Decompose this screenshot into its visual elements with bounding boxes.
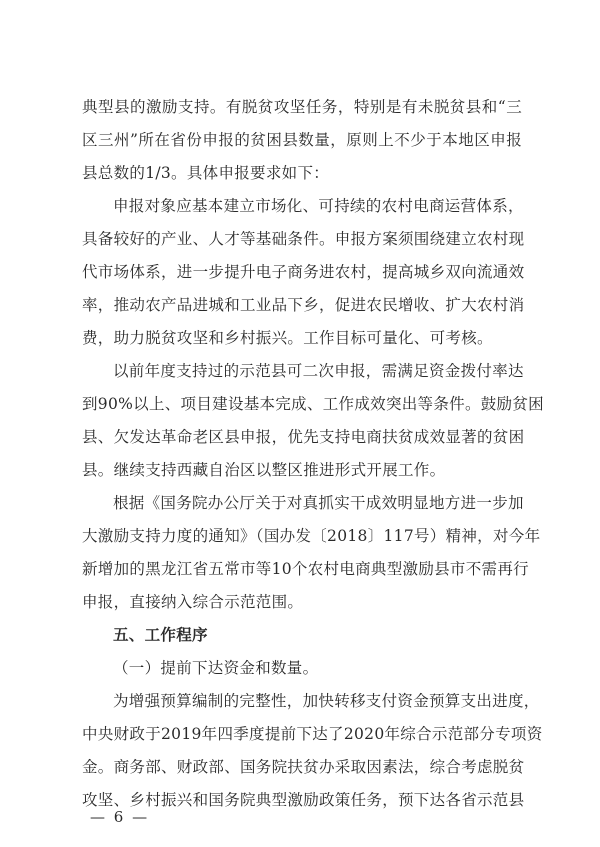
paragraph-line: 具备较好的产业、人才等基础条件。申报方案须围绕建立农村现 xyxy=(82,230,525,248)
page-number: — 6 — xyxy=(90,808,150,826)
paragraph-line: 攻坚、乡村振兴和国务院典型激励政策任务，预下达各省示范县 xyxy=(82,791,525,809)
paragraph-line: 率，推动农产品进城和工业品下乡，促进农民增收、扩大农村消 xyxy=(82,296,525,314)
paragraph-line: 中央财政于2019年四季度提前下达了2020年综合示范部分专项资 xyxy=(82,725,543,743)
paragraph-line: 以前年度支持过的示范县可二次申报，需满足资金拨付率达 xyxy=(113,362,524,380)
paragraph-line: 金。商务部、财政部、国务院扶贫办采取因素法，综合考虑脱贫 xyxy=(82,758,525,776)
paragraph-line: 大激励支持力度的通知》（国办发〔2018〕117号）精神，对今年 xyxy=(82,527,541,545)
paragraph-line: 为增强预算编制的完整性，加快转移支付资金预算支出进度， xyxy=(113,692,540,710)
section-heading: 五、工作程序 xyxy=(113,626,208,644)
paragraph-line: 根据《国务院办公厅关于对真抓实干成效明显地方进一步加 xyxy=(113,494,524,512)
paragraph-line: 新增加的黑龙江省五常市等10个农村电商典型激励县市不需再行 xyxy=(82,560,529,578)
paragraph-line: 县。继续支持西藏自治区以整区推进形式开展工作。 xyxy=(82,461,446,479)
paragraph-line: 申报对象应基本建立市场化、可持续的农村电商运营体系， xyxy=(113,197,524,215)
paragraph-line: 申报，直接纳入综合示范范围。 xyxy=(82,593,304,611)
paragraph-line: 县总数的1/3。具体申报要求如下： xyxy=(82,164,330,182)
paragraph-line: 区三州”所在省份申报的贫困县数量，原则上不少于本地区申报 xyxy=(82,131,522,149)
paragraph-line: 县、欠发达革命老区县申报，优先支持电商扶贫成效显著的贫困 xyxy=(82,428,525,446)
paragraph-line: 到90%以上、项目建设基本完成、工作成效突出等条件。鼓励贫困 xyxy=(82,395,544,413)
paragraph-line: 典型县的激励支持。有脱贫攻坚任务，特别是有未脱贫县和“三 xyxy=(82,98,522,116)
paragraph-line: 代市场体系，进一步提升电子商务进农村，提高城乡双向流通效 xyxy=(82,263,525,281)
subsection-heading: （一）提前下达资金和数量。 xyxy=(113,659,319,677)
paragraph-line: 费，助力脱贫攻坚和乡村振兴。工作目标可量化、可考核。 xyxy=(82,329,493,347)
